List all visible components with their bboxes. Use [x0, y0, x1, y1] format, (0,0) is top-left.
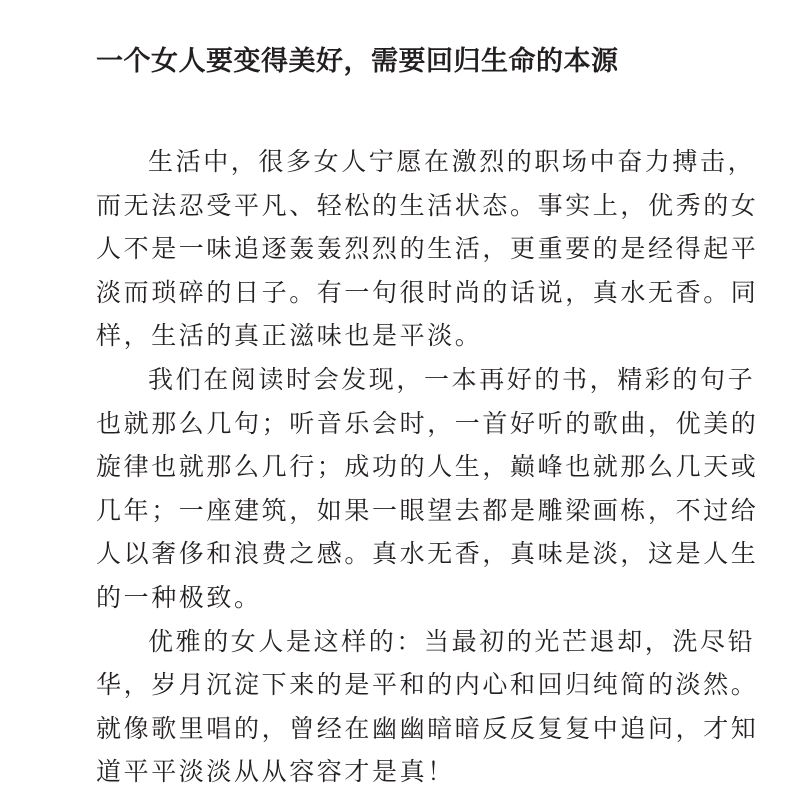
- text-line: 生活中，很多女人宁愿在激烈的职场中奋力搏击，: [148, 147, 756, 176]
- paragraph-3: [96, 620, 759, 794]
- text-line: 样，生活的真正滋味也是平淡。: [96, 321, 483, 351]
- article-body: [96, 140, 759, 794]
- text-line: 优雅的女人是这样的：当最初的光芒退却，洗尽铅: [148, 626, 756, 656]
- text-line: 的一种极致。: [96, 582, 262, 612]
- text-line: 我们在阅读时会发现，一本再好的书，精彩的句子: [148, 364, 756, 394]
- text-line: 而无法忍受平凡、轻松的生活状态。事实上，优秀的女: [96, 190, 759, 220]
- text-line: 就像歌里唱的，曾经在幽幽暗暗反反复复中追问，才知: [96, 713, 759, 743]
- text-line: 几年；一座建筑，如果一眼望去都是雕梁画栋，不过给: [96, 495, 759, 525]
- text-line: 人不是一味追逐轰轰烈烈的生活，更重要的是经得起平: [96, 234, 759, 264]
- text-line: 道平平淡淡从从容容才是真！: [96, 757, 455, 787]
- paragraph-1: [96, 140, 759, 358]
- text-line: 人以奢侈和浪费之感。真水无香，真味是淡，这是人生: [96, 539, 759, 569]
- text-line: 淡而琐碎的日子。有一句很时尚的话说，真水无香。同: [96, 277, 759, 307]
- text-line: 华，岁月沉淀下来的是平和的内心和回归纯简的淡然。: [96, 670, 759, 700]
- paragraph-2: [96, 358, 759, 620]
- text-line: 旋律也就那么几行；成功的人生，巅峰也就那么几天或: [96, 452, 759, 482]
- page-title: 一个女人要变得美好，需要回归生命的本源: [96, 46, 619, 77]
- text-line: 也就那么几句；听音乐会时，一首好听的歌曲，优美的: [96, 408, 759, 438]
